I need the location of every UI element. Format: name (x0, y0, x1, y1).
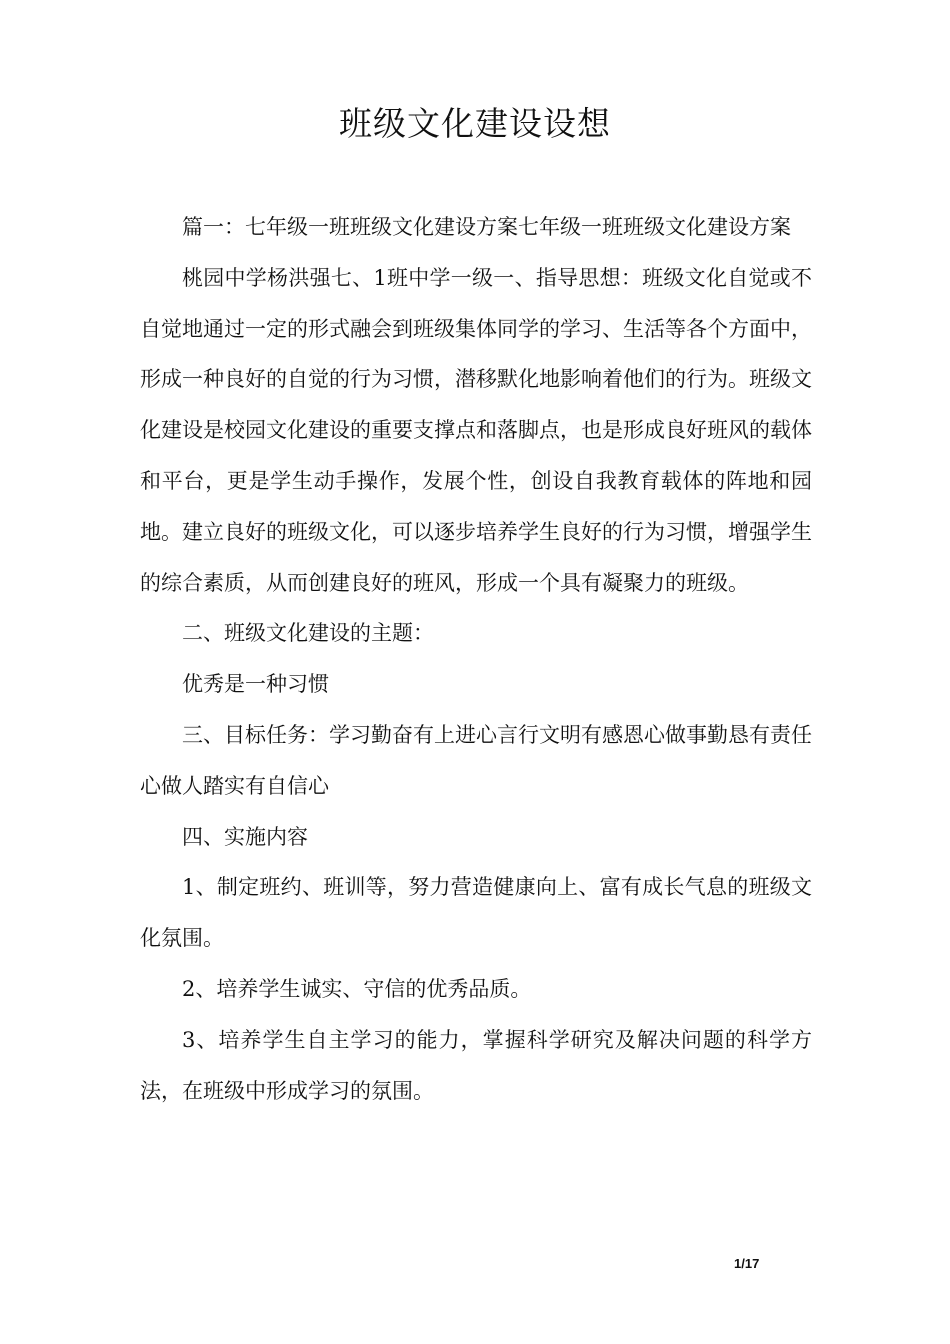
paragraph-heading-part-one: 篇一：七年级一班班级文化建设方案七年级一班班级文化建设方案 (182, 215, 791, 239)
document-body (140, 202, 812, 1116)
paragraph-guiding-thought: 桃园中学杨洪强七、1班中学一级一、指导思想：班级文化自觉或不自觉地通过一定的形式融会到班级集体同学的学习、生活等各个方面中，形成一种良好的自觉的行为习惯，潜移默化地影响着他们的行为。班级文化建设是校园文化建设的重要支撑点和落脚点，也是形成良好班风的载体和平台，更是学生动手操作，发展个性，创设自我教育载体的阵地和园地。建立良好的班级文化，可以逐步培养学生良好的行为习惯，增强学生的综合素质，从而创建良好的班风，形成一个具有凝聚力的班级。 (140, 265, 812, 595)
list-item-3: 3、培养学生自主学习的能力，掌握科学研究及解决问题的科学方法，在班级中形成学习的氛围。 (140, 1027, 812, 1103)
paragraph-goals: 三、目标任务：学习勤奋有上进心言行文明有感恩心做事勤恳有责任心做人踏实有自信心 (140, 722, 812, 798)
list-item-1: 1、制定班约、班训等，努力营造健康向上、富有成长气息的班级文化氛围。 (140, 875, 812, 951)
list-item-2: 2、培养学生诚实、守信的优秀品质。 (182, 976, 532, 1001)
paragraph-implementation-heading: 四、实施内容 (182, 824, 308, 849)
page-number: 1/17 (734, 1256, 760, 1271)
paragraph-theme-heading: 二、班级文化建设的主题： (182, 621, 434, 646)
document-title: 班级文化建设设想 (339, 104, 611, 143)
paragraph-theme: 优秀是一种习惯 (182, 672, 329, 697)
